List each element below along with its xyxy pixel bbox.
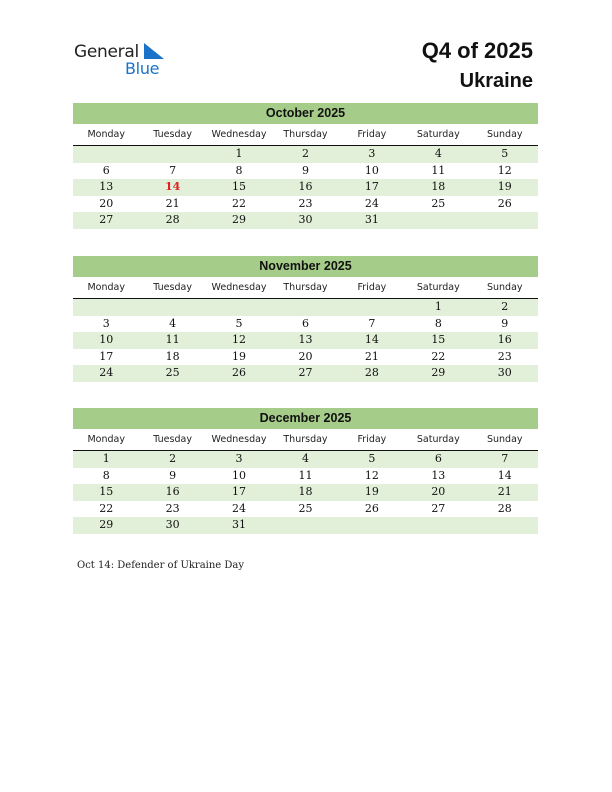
day-cell: 31 — [364, 213, 379, 227]
week-row — [73, 299, 538, 316]
weekday-label: Wednesday — [211, 129, 267, 140]
day-cell: 31 — [232, 518, 247, 532]
day-cell: 12 — [232, 333, 247, 347]
day-cell: 17 — [232, 485, 247, 499]
week-row — [73, 146, 538, 163]
day-cell: 19 — [232, 349, 247, 363]
day-cell: 7 — [169, 163, 177, 177]
day-cell: 14 — [497, 468, 512, 482]
day-cell — [339, 299, 405, 316]
day-cell: 22 — [99, 501, 114, 515]
weekday-label: Saturday — [416, 129, 460, 140]
weekday-label: Monday — [87, 434, 125, 445]
weekday-label: Wednesday — [211, 282, 267, 293]
day-cell: 10 — [364, 163, 379, 177]
day-cell: 8 — [235, 163, 243, 177]
day-cell: 26 — [497, 196, 512, 210]
day-cell: 7 — [368, 316, 376, 330]
day-cell: 30 — [298, 213, 313, 227]
day-cell: 29 — [232, 213, 247, 227]
day-cell: 27 — [431, 501, 446, 515]
month-october — [73, 103, 538, 229]
day-cell: 24 — [232, 501, 247, 515]
day-cell: 24 — [99, 366, 114, 380]
weekday-label: Wednesday — [211, 434, 267, 445]
day-cell: 30 — [497, 366, 512, 380]
day-cell: 17 — [99, 349, 114, 363]
day-cell: 11 — [165, 333, 180, 347]
day-cell: 26 — [364, 501, 379, 515]
day-cell — [472, 517, 538, 534]
day-cell: 16 — [298, 180, 313, 194]
logo-text-blue: Blue — [125, 59, 160, 78]
day-cell: 23 — [298, 196, 313, 210]
day-cell: 21 — [364, 349, 379, 363]
day-cell: 28 — [497, 501, 512, 515]
weekday-header-row — [73, 432, 538, 451]
day-cell: 23 — [497, 349, 512, 363]
day-cell: 10 — [99, 333, 114, 347]
logo-text-general: General — [74, 42, 139, 62]
weekday-label: Sunday — [486, 434, 523, 445]
weekday-label: Thursday — [283, 434, 328, 445]
day-cell: 4 — [301, 452, 309, 465]
weekday-label: Monday — [87, 282, 125, 293]
page-title: Q4 of 2025 — [421, 38, 533, 63]
day-cell: 25 — [165, 366, 180, 380]
day-cell: 13 — [99, 180, 114, 194]
day-cell: 5 — [501, 147, 509, 160]
day-cell: 4 — [434, 147, 442, 160]
day-cell: 28 — [165, 213, 180, 227]
country-name: Ukraine — [459, 70, 533, 92]
day-cell: 30 — [165, 518, 180, 532]
month-header: October 2025 — [73, 103, 538, 124]
week-row — [73, 196, 538, 213]
day-cell: 10 — [232, 468, 247, 482]
day-cell: 20 — [431, 485, 446, 499]
weekday-label: Thursday — [283, 282, 328, 293]
day-cell: 13 — [298, 333, 313, 347]
day-cell: 23 — [165, 501, 180, 515]
day-cell: 17 — [364, 180, 379, 194]
month-header: December 2025 — [73, 408, 538, 429]
day-cell — [139, 146, 205, 163]
day-cell: 7 — [501, 452, 509, 465]
day-cell: 8 — [102, 468, 110, 482]
day-cell: 12 — [497, 163, 512, 177]
holiday-day-cell: 14 — [164, 180, 181, 194]
day-cell: 9 — [501, 316, 509, 330]
weekday-label: Friday — [357, 282, 387, 293]
day-cell: 18 — [431, 180, 446, 194]
day-cell: 18 — [298, 485, 313, 499]
day-cell: 2 — [501, 300, 509, 313]
day-cell: 5 — [368, 452, 376, 465]
day-cell: 29 — [431, 366, 446, 380]
day-cell: 21 — [165, 196, 180, 210]
week-row — [73, 332, 538, 349]
day-cell — [272, 517, 338, 534]
day-cell: 1 — [434, 300, 442, 313]
week-row — [73, 501, 538, 518]
day-cell: 5 — [235, 316, 243, 330]
day-cell: 19 — [497, 180, 512, 194]
day-cell: 6 — [434, 452, 442, 465]
day-cell: 15 — [431, 333, 446, 347]
weekday-header-row — [73, 280, 538, 299]
week-row — [73, 316, 538, 333]
weekday-label: Saturday — [416, 434, 460, 445]
week-row — [73, 212, 538, 229]
day-cell: 6 — [301, 316, 309, 330]
day-cell: 9 — [301, 163, 309, 177]
day-cell: 11 — [431, 163, 446, 177]
day-cell: 13 — [431, 468, 446, 482]
day-cell: 14 — [364, 333, 379, 347]
day-cell: 29 — [99, 518, 114, 532]
month-header: November 2025 — [73, 256, 538, 277]
day-cell: 22 — [232, 196, 247, 210]
day-cell — [405, 517, 471, 534]
day-cell: 15 — [232, 180, 247, 194]
day-cell: 16 — [165, 485, 180, 499]
day-cell — [206, 299, 272, 316]
logo-triangle-icon — [142, 43, 164, 59]
day-cell: 2 — [169, 452, 177, 465]
day-cell: 16 — [497, 333, 512, 347]
weekday-label: Monday — [87, 129, 125, 140]
day-cell: 19 — [364, 485, 379, 499]
day-cell: 3 — [235, 452, 243, 465]
day-cell: 8 — [434, 316, 442, 330]
day-cell — [73, 299, 139, 316]
week-row — [73, 484, 538, 501]
week-row — [73, 451, 538, 468]
day-cell — [472, 212, 538, 229]
day-cell: 3 — [102, 316, 110, 330]
weekday-header-row — [73, 127, 538, 146]
weekday-label: Tuesday — [153, 129, 192, 140]
day-cell: 1 — [102, 452, 110, 465]
day-cell: 25 — [298, 501, 313, 515]
day-cell: 9 — [169, 468, 177, 482]
week-row — [73, 349, 538, 366]
day-cell: 11 — [298, 468, 313, 482]
week-row — [73, 365, 538, 382]
day-cell — [339, 517, 405, 534]
weekday-label: Sunday — [486, 129, 523, 140]
weekday-label: Tuesday — [153, 434, 192, 445]
month-december — [73, 408, 538, 534]
day-cell: 26 — [232, 366, 247, 380]
week-row — [73, 163, 538, 180]
day-cell: 22 — [431, 349, 446, 363]
day-cell: 28 — [364, 366, 379, 380]
day-cell: 12 — [364, 468, 379, 482]
day-cell: 3 — [368, 147, 376, 160]
day-cell: 20 — [298, 349, 313, 363]
day-cell: 25 — [431, 196, 446, 210]
weekday-label: Sunday — [486, 282, 523, 293]
weekday-label: Tuesday — [153, 282, 192, 293]
day-cell: 15 — [99, 485, 114, 499]
day-cell — [139, 299, 205, 316]
week-row — [73, 468, 538, 485]
holiday-notes: Oct 14: Defender of Ukraine Day — [77, 560, 245, 571]
day-cell: 21 — [497, 485, 512, 499]
day-cell: 1 — [235, 147, 243, 160]
day-cell: 4 — [169, 316, 177, 330]
weekday-label: Thursday — [283, 129, 328, 140]
day-cell: 2 — [301, 147, 309, 160]
day-cell: 20 — [99, 196, 114, 210]
week-row — [73, 179, 538, 196]
month-november — [73, 256, 538, 382]
week-row — [73, 517, 538, 534]
weekday-label: Friday — [357, 434, 387, 445]
day-cell: 6 — [102, 163, 110, 177]
day-cell: 18 — [165, 349, 180, 363]
day-cell: 27 — [99, 213, 114, 227]
day-cell: 24 — [364, 196, 379, 210]
day-cell — [272, 299, 338, 316]
weekday-label: Saturday — [416, 282, 460, 293]
logo — [74, 42, 174, 78]
day-cell — [73, 146, 139, 163]
day-cell: 27 — [298, 366, 313, 380]
day-cell — [405, 212, 471, 229]
weekday-label: Friday — [357, 129, 387, 140]
